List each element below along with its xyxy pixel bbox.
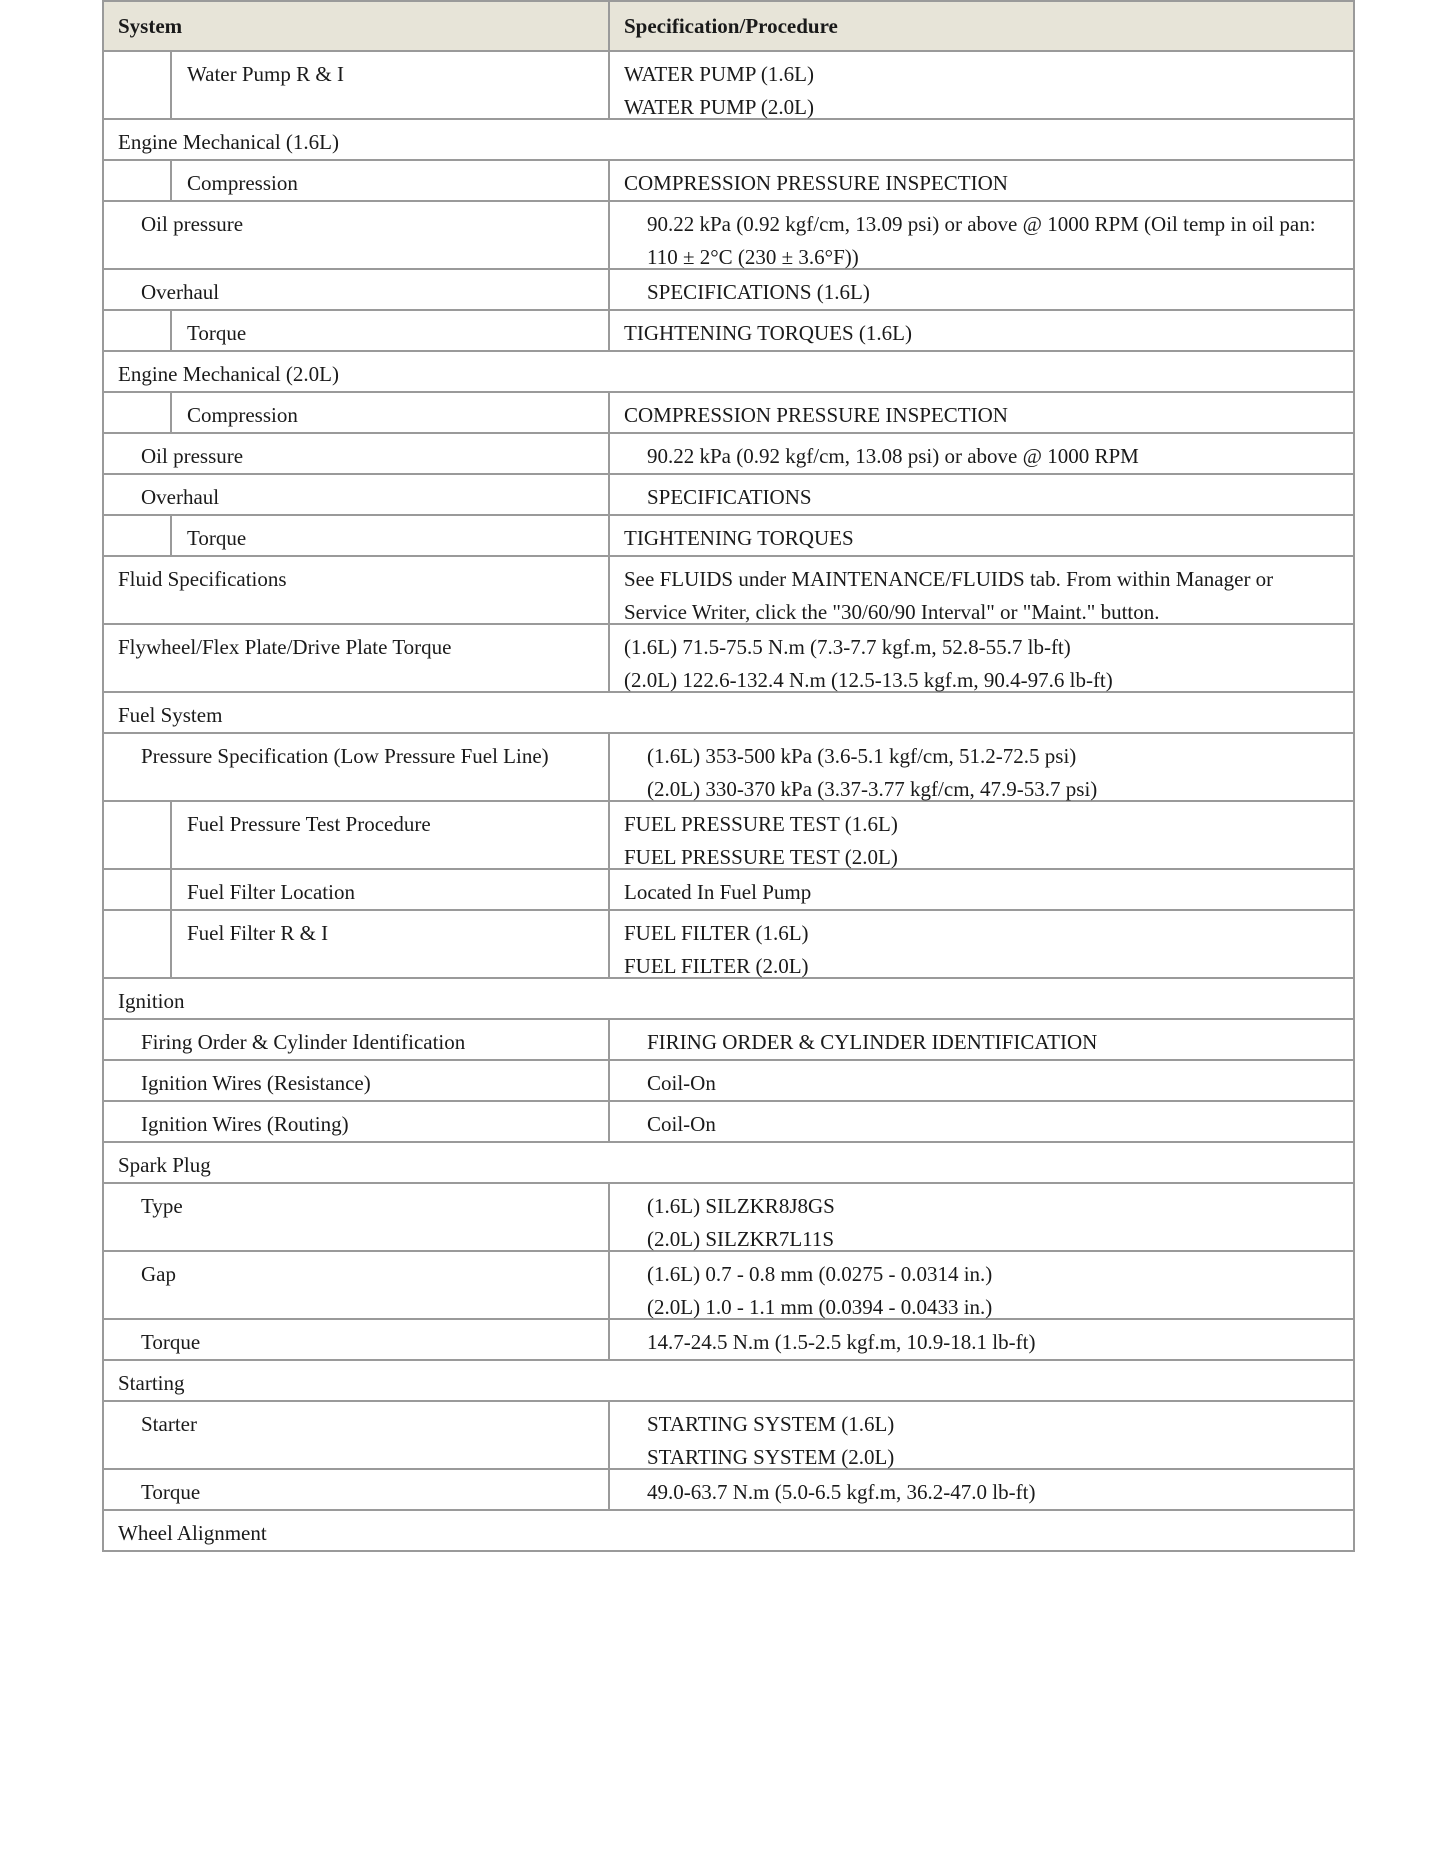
spec-line: FUEL PRESSURE TEST (2.0L) bbox=[624, 845, 898, 869]
spec-text bbox=[610, 1061, 1353, 1100]
spec-cell bbox=[610, 161, 1353, 200]
spec-cell bbox=[610, 1470, 1353, 1509]
table-row bbox=[104, 732, 1353, 800]
system-label: Overhaul bbox=[141, 280, 220, 304]
spec-line: STARTING SYSTEM (1.6L) bbox=[647, 1412, 895, 1436]
spec-text bbox=[610, 911, 1353, 983]
spec-line: SPECIFICATIONS (1.6L) bbox=[647, 280, 870, 304]
system-cell bbox=[104, 734, 610, 800]
system-label: Fuel Filter R & I bbox=[187, 921, 329, 945]
spec-line: WATER PUMP (1.6L) bbox=[624, 62, 814, 86]
spec-text bbox=[610, 52, 1353, 124]
spec-text bbox=[610, 1102, 1353, 1141]
system-label: Fuel Pressure Test Procedure bbox=[187, 812, 431, 836]
system-label: Torque bbox=[141, 1480, 201, 1504]
table-row bbox=[104, 268, 1353, 309]
spec-text bbox=[610, 1320, 1353, 1359]
table-body bbox=[104, 50, 1353, 1550]
system-label: Compression bbox=[187, 403, 298, 427]
system-label: Water Pump R & I bbox=[187, 62, 344, 86]
indent-stub bbox=[104, 161, 172, 200]
spec-cell bbox=[610, 202, 1353, 268]
spec-line: STARTING SYSTEM (2.0L) bbox=[647, 1445, 895, 1469]
spec-line: 14.7-24.5 N.m (1.5-2.5 kgf.m, 10.9-18.1 lb-ft) bbox=[647, 1330, 1036, 1354]
section-title: Wheel Alignment bbox=[118, 1521, 267, 1545]
system-cell bbox=[104, 1102, 610, 1141]
system-cell bbox=[104, 802, 610, 868]
spec-line: Coil-On bbox=[647, 1071, 716, 1095]
system-cell bbox=[104, 911, 610, 977]
system-cell bbox=[104, 557, 610, 623]
header-spec-cell bbox=[610, 2, 1353, 50]
system-label: Ignition Wires (Routing) bbox=[141, 1112, 349, 1136]
spec-cell bbox=[610, 1102, 1353, 1141]
spec-line: (2.0L) 122.6-132.4 N.m (12.5-13.5 kgf.m, 90.4-97.6 lb-ft) bbox=[624, 668, 1113, 692]
section-title: Starting bbox=[118, 1371, 185, 1395]
system-label: Ignition Wires (Resistance) bbox=[141, 1071, 371, 1095]
system-cell bbox=[104, 270, 610, 309]
spec-text bbox=[610, 1020, 1353, 1059]
spec-cell bbox=[610, 270, 1353, 309]
spec-cell bbox=[610, 311, 1353, 350]
section-title: Ignition bbox=[118, 989, 185, 1013]
spec-cell bbox=[610, 802, 1353, 868]
spec-line: (2.0L) 330-370 kPa (3.37-3.77 kgf/cm, 47.9-53.7 psi) bbox=[647, 777, 1098, 801]
spec-cell bbox=[610, 911, 1353, 977]
section-row bbox=[104, 350, 1353, 391]
table-row bbox=[104, 1018, 1353, 1059]
specification-table bbox=[102, 0, 1355, 1552]
spec-text bbox=[610, 1470, 1353, 1509]
spec-cell bbox=[610, 516, 1353, 555]
spec-cell bbox=[610, 52, 1353, 118]
spec-cell bbox=[610, 393, 1353, 432]
spec-line: (1.6L) 0.7 - 0.8 mm (0.0275 - 0.0314 in.) bbox=[647, 1262, 993, 1286]
spec-text bbox=[610, 202, 1353, 274]
section-row bbox=[104, 1509, 1353, 1550]
table-row bbox=[104, 473, 1353, 514]
spec-cell bbox=[610, 870, 1353, 909]
spec-cell bbox=[610, 475, 1353, 514]
spec-line: 49.0-63.7 N.m (5.0-6.5 kgf.m, 36.2-47.0 lb-ft) bbox=[647, 1480, 1036, 1504]
system-cell bbox=[104, 1402, 610, 1468]
spec-text bbox=[610, 393, 1353, 432]
spec-line: 110 ± 2°C (230 ± 3.6°F)) bbox=[647, 245, 859, 269]
system-label: Gap bbox=[141, 1262, 176, 1286]
spec-line: (1.6L) 71.5-75.5 N.m (7.3-7.7 kgf.m, 52.8-55.7 lb-ft) bbox=[624, 635, 1071, 659]
table-row bbox=[104, 200, 1353, 268]
header-system-cell bbox=[104, 2, 610, 50]
header-spec-label: Specification/Procedure bbox=[624, 14, 838, 38]
system-label: Type bbox=[141, 1194, 183, 1218]
system-label: Oil pressure bbox=[141, 444, 244, 468]
spec-text bbox=[610, 311, 1353, 350]
table-row bbox=[104, 514, 1353, 555]
spec-text bbox=[610, 270, 1353, 309]
table-row bbox=[104, 1059, 1353, 1100]
spec-line: See FLUIDS under MAINTENANCE/FLUIDS tab. From within Manager or bbox=[624, 567, 1274, 591]
spec-text bbox=[610, 475, 1353, 514]
table-row bbox=[104, 1250, 1353, 1318]
table-row bbox=[104, 1468, 1353, 1509]
system-cell bbox=[104, 1470, 610, 1509]
spec-line: WATER PUMP (2.0L) bbox=[624, 95, 814, 119]
system-cell bbox=[104, 311, 610, 350]
table-row bbox=[104, 868, 1353, 909]
spec-line: (2.0L) 1.0 - 1.1 mm (0.0394 - 0.0433 in.) bbox=[647, 1295, 993, 1319]
spec-line: FUEL PRESSURE TEST (1.6L) bbox=[624, 812, 898, 836]
spec-line: (2.0L) SILZKR7L11S bbox=[647, 1227, 835, 1251]
spec-cell bbox=[610, 557, 1353, 623]
system-label: Fluid Specifications bbox=[118, 567, 287, 591]
table-row bbox=[104, 623, 1353, 691]
system-cell bbox=[104, 625, 610, 691]
spec-line: TIGHTENING TORQUES (1.6L) bbox=[624, 321, 912, 345]
system-cell bbox=[104, 1252, 610, 1318]
table-row bbox=[104, 909, 1353, 977]
system-label: Overhaul bbox=[141, 485, 220, 509]
spec-text bbox=[610, 557, 1353, 629]
table-row bbox=[104, 1400, 1353, 1468]
system-label: Torque bbox=[187, 321, 247, 345]
indent-stub bbox=[104, 911, 172, 977]
section-row bbox=[104, 1141, 1353, 1182]
table-row bbox=[104, 309, 1353, 350]
spec-line: FUEL FILTER (2.0L) bbox=[624, 954, 809, 978]
table-row bbox=[104, 1182, 1353, 1250]
spec-line: TIGHTENING TORQUES bbox=[624, 526, 854, 550]
table-row bbox=[104, 159, 1353, 200]
spec-text bbox=[610, 1252, 1353, 1324]
spec-text bbox=[610, 625, 1353, 697]
system-cell bbox=[104, 1184, 610, 1250]
spec-line: COMPRESSION PRESSURE INSPECTION bbox=[624, 403, 1008, 427]
section-title: Spark Plug bbox=[118, 1153, 211, 1177]
system-cell bbox=[104, 475, 610, 514]
system-label: Starter bbox=[141, 1412, 197, 1436]
system-cell bbox=[104, 1320, 610, 1359]
indent-stub bbox=[104, 393, 172, 432]
table-row bbox=[104, 1318, 1353, 1359]
system-label: Oil pressure bbox=[141, 212, 244, 236]
system-cell bbox=[104, 516, 610, 555]
system-cell bbox=[104, 52, 610, 118]
system-cell bbox=[104, 1061, 610, 1100]
system-cell bbox=[104, 434, 610, 473]
spec-text bbox=[610, 1402, 1353, 1474]
spec-line: FIRING ORDER & CYLINDER IDENTIFICATION bbox=[647, 1030, 1098, 1054]
system-cell bbox=[104, 161, 610, 200]
table-row bbox=[104, 50, 1353, 118]
system-cell bbox=[104, 870, 610, 909]
spec-text bbox=[610, 434, 1353, 473]
system-label: Flywheel/Flex Plate/Drive Plate Torque bbox=[118, 635, 452, 659]
table-row bbox=[104, 800, 1353, 868]
spec-line: Located In Fuel Pump bbox=[624, 880, 812, 904]
header-system-label: System bbox=[118, 14, 183, 38]
spec-line: COMPRESSION PRESSURE INSPECTION bbox=[624, 171, 1008, 195]
section-title: Fuel System bbox=[118, 703, 223, 727]
table-header-row bbox=[104, 0, 1353, 50]
system-label: Compression bbox=[187, 171, 298, 195]
spec-line: Coil-On bbox=[647, 1112, 716, 1136]
system-label: Fuel Filter Location bbox=[187, 880, 355, 904]
system-cell bbox=[104, 1020, 610, 1059]
section-row bbox=[104, 977, 1353, 1018]
spec-line: SPECIFICATIONS bbox=[647, 485, 812, 509]
spec-cell bbox=[610, 734, 1353, 800]
spec-cell bbox=[610, 1184, 1353, 1250]
spec-cell bbox=[610, 434, 1353, 473]
section-row bbox=[104, 1359, 1353, 1400]
table-row bbox=[104, 555, 1353, 623]
spec-text bbox=[610, 734, 1353, 806]
spec-line: 90.22 kPa (0.92 kgf/cm, 13.08 psi) or above @ 1000 RPM bbox=[647, 444, 1139, 468]
section-row bbox=[104, 691, 1353, 732]
section-row bbox=[104, 118, 1353, 159]
spec-cell bbox=[610, 1020, 1353, 1059]
table-row bbox=[104, 1100, 1353, 1141]
spec-cell bbox=[610, 1252, 1353, 1318]
spec-text bbox=[610, 870, 1353, 909]
spec-text bbox=[610, 516, 1353, 555]
spec-line: (1.6L) 353-500 kPa (3.6-5.1 kgf/cm, 51.2-72.5 psi) bbox=[647, 744, 1077, 768]
spec-cell bbox=[610, 1402, 1353, 1468]
table-row bbox=[104, 432, 1353, 473]
indent-stub bbox=[104, 52, 172, 118]
spec-cell bbox=[610, 625, 1353, 691]
system-label: Firing Order & Cylinder Identification bbox=[141, 1030, 466, 1054]
spec-cell bbox=[610, 1320, 1353, 1359]
spec-cell bbox=[610, 1061, 1353, 1100]
system-cell bbox=[104, 202, 610, 268]
indent-stub bbox=[104, 516, 172, 555]
spec-text bbox=[610, 802, 1353, 874]
section-title: Engine Mechanical (1.6L) bbox=[118, 130, 339, 154]
system-cell bbox=[104, 393, 610, 432]
system-label: Pressure Specification (Low Pressure Fuel Line) bbox=[141, 744, 549, 768]
indent-stub bbox=[104, 802, 172, 868]
system-label: Torque bbox=[141, 1330, 201, 1354]
spec-line: (1.6L) SILZKR8J8GS bbox=[647, 1194, 835, 1218]
indent-stub bbox=[104, 311, 172, 350]
spec-text bbox=[610, 161, 1353, 200]
section-title: Engine Mechanical (2.0L) bbox=[118, 362, 339, 386]
spec-line: 90.22 kPa (0.92 kgf/cm, 13.09 psi) or above @ 1000 RPM (Oil temp in oil pan: bbox=[647, 212, 1316, 236]
table-row bbox=[104, 391, 1353, 432]
system-label: Torque bbox=[187, 526, 247, 550]
indent-stub bbox=[104, 870, 172, 909]
spec-line: Service Writer, click the "30/60/90 Interval" or "Maint." button. bbox=[624, 600, 1160, 624]
spec-line: FUEL FILTER (1.6L) bbox=[624, 921, 809, 945]
spec-text bbox=[610, 1184, 1353, 1256]
